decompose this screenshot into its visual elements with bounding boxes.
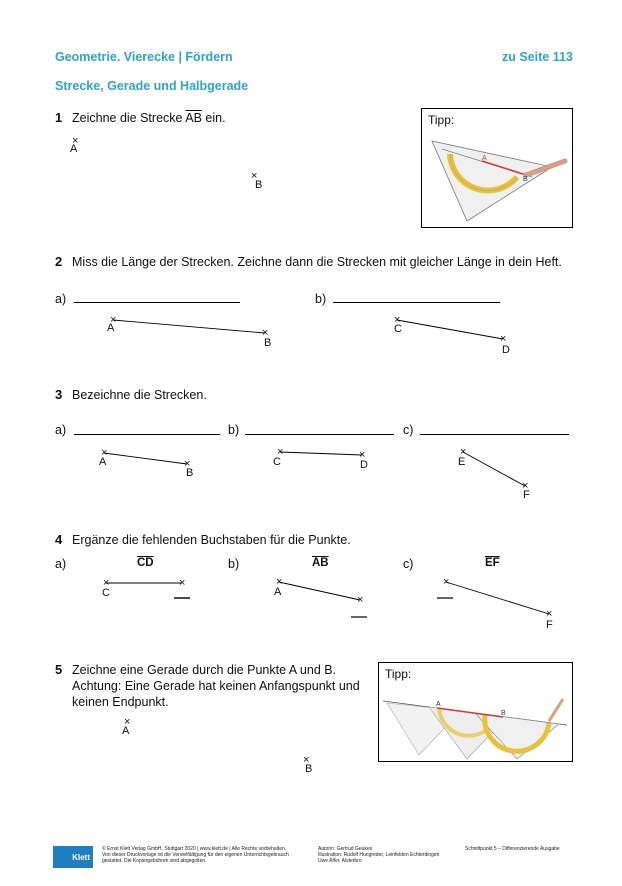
task-4-c-given-point: F — [546, 619, 553, 631]
footer-illustration-1: Illustration: Rudolf Hungreder, Leinfelden Echterdingen — [318, 852, 440, 858]
task-3-text: Bezeichne die Strecken. — [72, 388, 207, 402]
footer-author: Autorin: Gertrud Geukes — [318, 846, 373, 852]
task-3-c-point-2: F — [523, 489, 530, 501]
task-2-a-mark-1: × — [110, 314, 117, 326]
task-3-c-label: c) — [403, 423, 414, 437]
task-4-a-segment: $\overline{CD}$ — [137, 557, 154, 569]
task-5-line-1: Zeichne eine Gerade durch die Punkte A und B. — [72, 663, 337, 677]
task-1-point-a: A — [70, 143, 78, 155]
task-4-b-label: b) — [228, 557, 240, 571]
task-1-tip-label: Tipp: — [428, 113, 455, 127]
task-4-c-label: c) — [403, 557, 414, 571]
task-4-number: 4 — [55, 532, 63, 547]
task-4-a-label: a) — [55, 557, 67, 571]
task-3-c-answer-line[interactable] — [420, 434, 569, 435]
task-4-b-mark-2: × — [357, 594, 364, 606]
tip-1-point-a: A — [482, 155, 487, 162]
task-3-number: 3 — [55, 387, 63, 402]
task-4-a-given-point: C — [102, 587, 110, 599]
task-1-point-b-mark: × — [251, 170, 258, 182]
task-2-number: 2 — [55, 254, 63, 269]
section-title: Strecke, Gerade und Halbgerade — [55, 79, 249, 93]
task-5-tip-box — [378, 662, 573, 762]
task-3-a-mark-1: × — [101, 447, 108, 459]
task-4-b-segment: $\overline{AB}$ — [312, 557, 329, 569]
task-3-b-point-2: D — [360, 459, 368, 471]
task-2-a-mark-2: × — [262, 327, 269, 339]
task-3-b-answer-line[interactable] — [245, 434, 394, 435]
footer-copyright — [102, 846, 312, 864]
task-3-b-point-1: C — [273, 456, 281, 468]
task-4-b-mark-1: × — [276, 576, 283, 588]
task-5-number: 5 — [55, 662, 63, 677]
task-1-point-a-mark: × — [72, 135, 79, 147]
task-2-b-mark-2: × — [500, 333, 507, 345]
task-4-b-given-point: A — [274, 586, 282, 598]
header-title: Geometrie. Vierecke | Fördern — [55, 50, 233, 64]
geodreieck-line-illustration — [379, 663, 572, 761]
footer-credits — [318, 846, 463, 864]
task-3-b-label: b) — [228, 423, 240, 437]
footer-edition: Schnittpunkt 5 – Differenzierende Ausgabe — [465, 846, 560, 852]
footer-copyright-1: © Ernst Klett Verlag GmbH, Stuttgart 2020 | www.klett.de | Alle Rechte vorbehalten. — [102, 846, 287, 852]
task-3-a-point-1: A — [99, 456, 107, 468]
klett-logo — [53, 846, 93, 868]
tip-5-point-b: B — [501, 710, 506, 717]
task-2-b-point-1: C — [394, 323, 402, 335]
task-1-text-after: ein. — [201, 111, 226, 125]
task-4-a-mark-2: × — [179, 577, 186, 589]
task-2-a-label: a) — [55, 292, 67, 306]
task-4-text: Ergänze die fehlenden Buchstaben für die Punkte. — [72, 533, 351, 547]
task-2-b-point-2: D — [502, 344, 510, 356]
task-5-point-b: B — [305, 763, 313, 775]
task-3-a-answer-line[interactable] — [74, 434, 220, 435]
task-1-point-b: B — [255, 179, 263, 191]
task-2-a-point-2: B — [264, 337, 272, 349]
task-3-a-point-2: B — [186, 467, 194, 479]
task-3-b-mark-2: × — [359, 449, 366, 461]
task-5-point-a-mark: × — [124, 716, 131, 728]
klett-logo-text: Klett — [72, 852, 90, 862]
footer-illustration-2: Uwe Alfer, Alsterbro — [318, 858, 362, 864]
task-3-c-mark-2: × — [522, 480, 529, 492]
task-2-b-mark-1: × — [394, 314, 401, 326]
task-5-point-b-mark: × — [303, 754, 310, 766]
task-5-point-a: A — [122, 725, 130, 737]
task-3-a-mark-2: × — [184, 458, 191, 470]
task-2-a-point-1: A — [107, 322, 115, 334]
task-5-line-3: keinen Endpunkt. — [72, 695, 169, 709]
tip-5-point-a: A — [436, 701, 441, 708]
footer-copyright-3: gestattet. Die Kopiergebühren sind abgegolten. — [102, 858, 207, 864]
tip-1-point-b: B — [523, 176, 528, 183]
task-3-a-label: a) — [55, 423, 67, 437]
task-3-c-mark-1: × — [460, 446, 467, 458]
task-4-a-mark-1: × — [103, 577, 110, 589]
footer-copyright-2: Von dieser Druckvorlage ist die Vervielfältigung für den eigenen Unterrichtsgebrauch — [102, 852, 289, 858]
task-4-c-mark-2: × — [546, 608, 553, 620]
task-5-line-2: Achtung: Eine Gerade hat keinen Anfangspunkt und — [72, 679, 360, 693]
task-3-c-point-1: E — [458, 456, 466, 468]
header-page-ref: zu Seite 113 — [502, 50, 573, 64]
task-1-text-before: Zeichne die Strecke — [72, 111, 186, 125]
task-2-b-label: b) — [315, 292, 327, 306]
task-1-number: 1 — [55, 110, 63, 125]
task-1-segment: $\overline{AB}$ — [185, 111, 202, 125]
task-4-c-mark-1: × — [443, 576, 450, 588]
task-3-b-mark-1: × — [277, 446, 284, 458]
task-5-text — [72, 662, 372, 710]
task-4-c-segment: $\overline{EF}$ — [485, 557, 500, 569]
task-5-tip-label: Tipp: — [385, 667, 412, 681]
task-2-text: Miss die Länge der Strecken. Zeichne dann die Strecken mit gleicher Länge in dein Heft. — [72, 255, 562, 269]
